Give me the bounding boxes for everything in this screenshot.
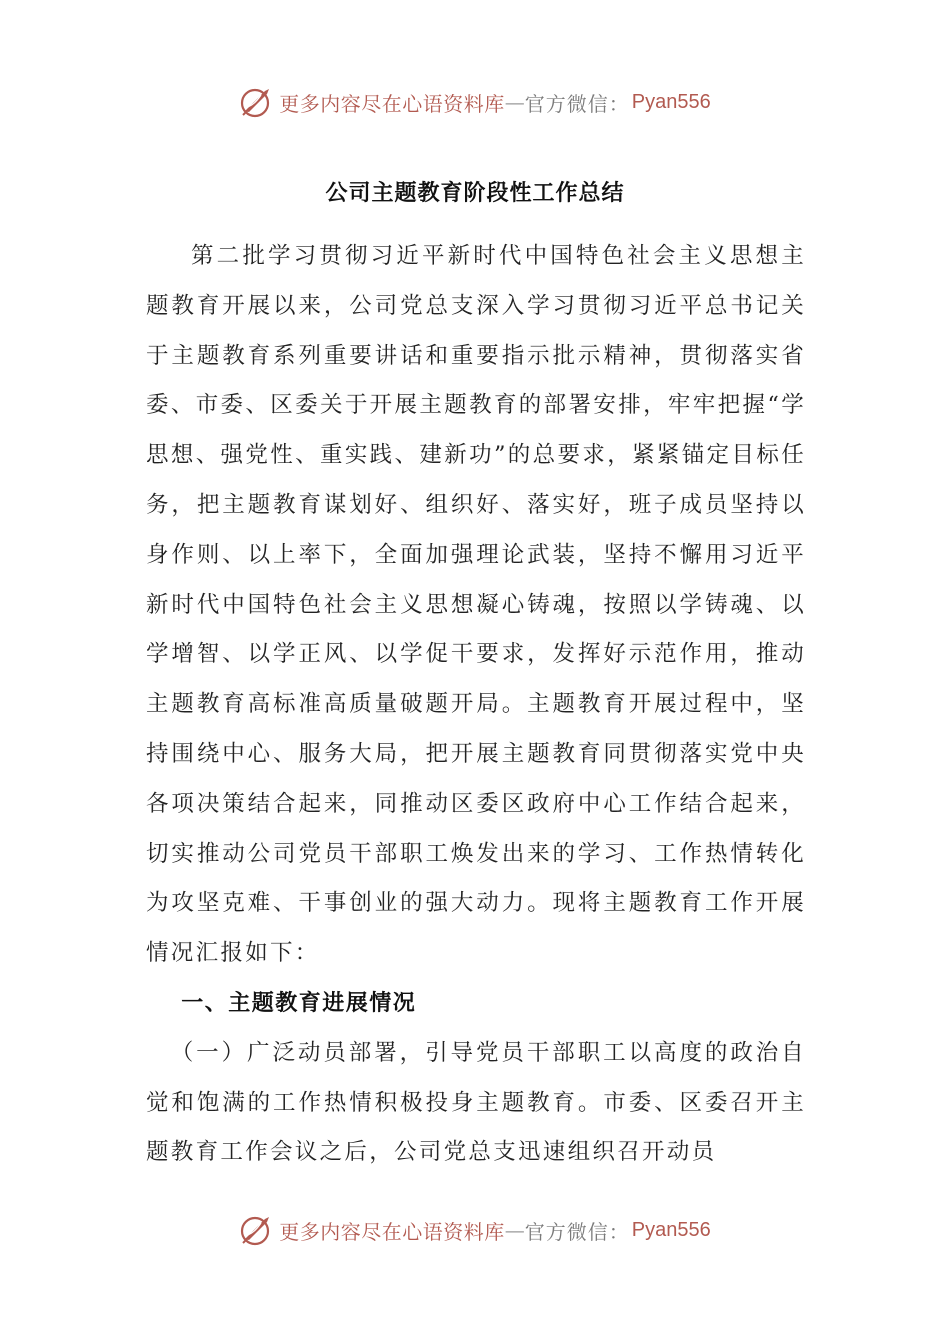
banner-brand-text: 更多内容尽在心语资料库 <box>279 91 505 116</box>
banner-wechat-label: 官方微信： <box>524 1219 630 1244</box>
banner-wechat-id: Pyan556 <box>631 90 711 113</box>
banner-separator: — <box>504 1218 525 1242</box>
banner-wechat-label: 官方微信： <box>524 91 630 116</box>
section-heading: 一、主题教育进展情况 <box>181 990 417 1016</box>
quill-pen-logo-icon <box>239 1213 273 1247</box>
quill-pen-logo-icon <box>239 85 273 119</box>
header-banner <box>0 82 950 122</box>
intro-paragraph: 第二批学习贯彻习近平新时代中国特色社会主义思想主题教育开展以来，公司党总支深入学习贯彻习近平总书记关于主题教育系列重要讲话和重要指示批示精神，贯彻落实省委、市委、区委关于开展主题教育的部署安排，牢牢把握“学思想、强党性、重实践、建新功”的总要求，紧紧锚定目标任务，把主题教育谋划好、组织好、落实好，班子成员坚持以身作则、以上率下，全面加强理论武装，坚持不懈用习近平新时代中国特色社会主义思想凝心铸魂，按照以学铸魂、以学增智、以学正风、以学促干要求，发挥好示范作用，推动主题教育高标准高质量破题开局。主题教育开展过程中，坚持围绕中心、服务大局，把开展主题教育同贯彻落实党中央各项决策结合起来，同推动区委区政府中心工作结合起来，切实推动公司党员干部职工焕发出来的学习、工作热情转化为攻坚克难、干事创业的强大动力。现将主题教育工作开展情况汇报如下： <box>146 243 806 967</box>
banner-brand-text: 更多内容尽在心语资料库 <box>279 1219 505 1244</box>
banner-separator: — <box>504 90 525 114</box>
document-title: 公司主题教育阶段性工作总结 <box>325 181 625 206</box>
document-body <box>146 232 806 1178</box>
sub-paragraph: （一）广泛动员部署，引导党员干部职工以高度的政治自觉和饱满的工作热情积极投身主题教育。市委、区委召开主题教育工作会议之后，公司党总支迅速组织召开动员 <box>146 1039 806 1166</box>
footer-banner <box>0 1210 950 1250</box>
banner-wechat-id: Pyan556 <box>631 1218 711 1241</box>
